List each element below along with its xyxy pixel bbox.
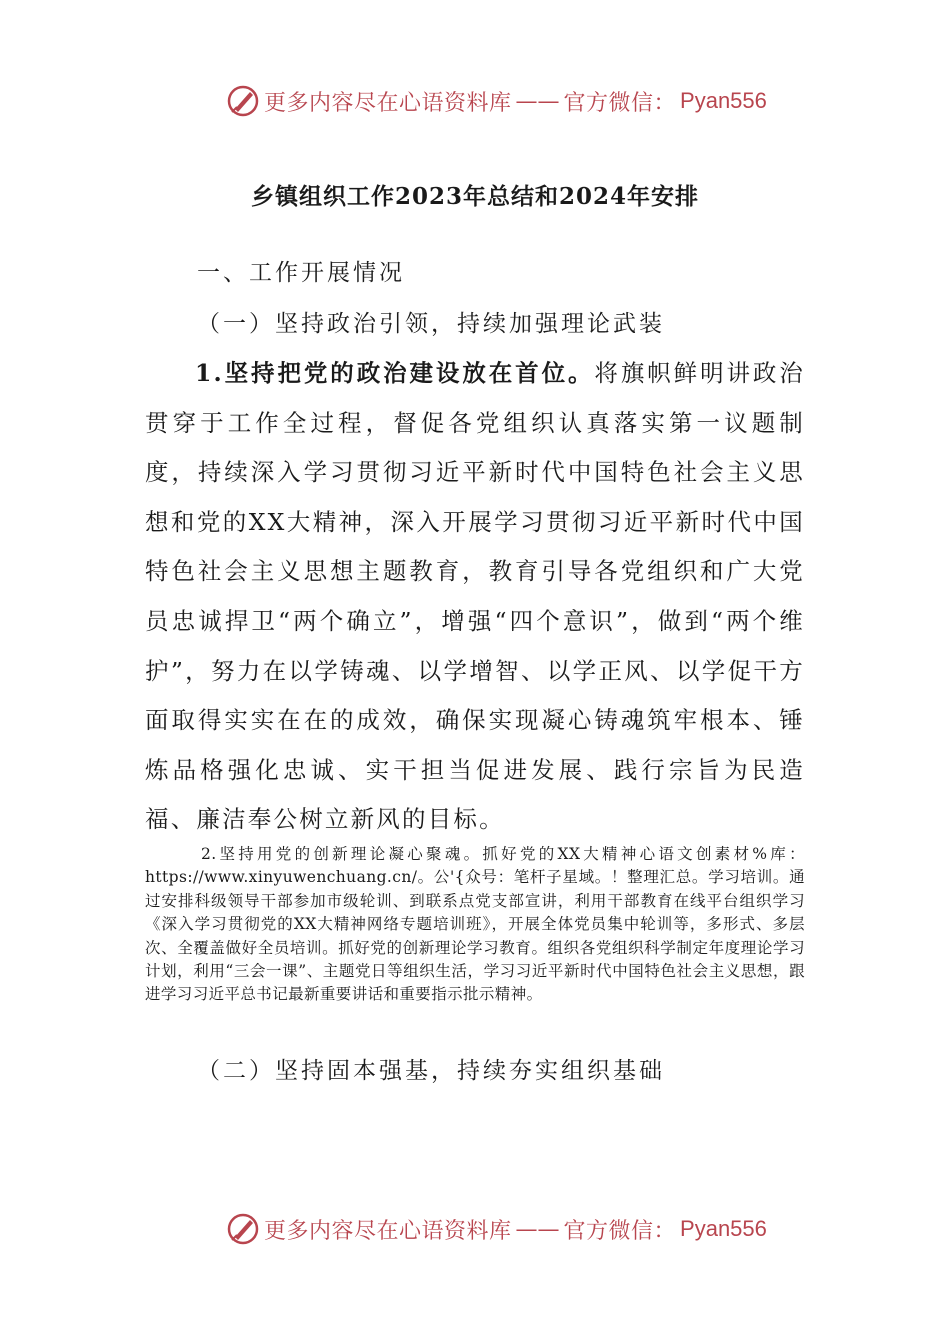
- paragraph-1-lead: 1.坚持把党的政治建设放在首位。: [195, 359, 595, 387]
- watermark-label: 官方微信：: [563, 90, 677, 116]
- section-heading-1: 一、工作开展情况: [197, 260, 405, 286]
- watermark-text: 更多内容尽在心语资料库: [264, 1218, 512, 1244]
- paragraph-1-body: 将旗帜鲜明讲政治贯穿于工作全过程，督促各党组织认真落实第一议题制度，持续深入学习贯彻习近平新时代中国特色社会主义思想和党的XX大精神，深入开展学习贯彻习近平新时代中国特色社会主义思想主题教育，教育引导各党组织和广大党员忠诚捍卫“两个确立”，增强“四个意识”，做到“两个维护”，努力在以学铸魂、以学增智、以学正风、以学促干方面取得实实在在的成效，确保实现凝心铸魂筑牢根本、锤炼品格强化忠诚、实干担当促进发展、践行宗旨为民造福、廉洁奉公树立新风的目标。: [145, 359, 806, 834]
- watermark-label: 官方微信：: [563, 1218, 677, 1244]
- watermark-account: Pyan556: [680, 1216, 767, 1241]
- paragraph-1: [145, 349, 805, 845]
- document-title: 乡镇组织工作2023年总结和2024年安排: [250, 183, 700, 210]
- watermark-separator: ——: [515, 88, 560, 114]
- watermark-banner-top: [226, 84, 767, 118]
- watermark-separator: ——: [515, 1216, 560, 1242]
- subsection-heading-2: （二）坚持固本强基，持续夯实组织基础: [197, 1058, 665, 1084]
- watermark-text: 更多内容尽在心语资料库: [264, 90, 512, 116]
- paragraph-2: 2.坚持用党的创新理论凝心聚魂。抓好党的XX大精神心语文创素材%库：https://www.xinyuwenchuang.cn/。公'{众号：笔杆子星域。！整理汇总。学习培训。通过安排科级领导干部参加市级轮训、到联系点党支部宣讲，利用干部教育在线平台组织学习《深入学习贯彻党的XX大精神网络专题培训班》，开展全体党员集中轮训等，多形式、多层次、全覆盖做好全员培训。抓好党的创新理论学习教育。组织各党组织科学制定年度理论学习计划，利用“三会一课”、主题党日等组织生活，学习习近平新时代中国特色社会主义思想，跟进学习习近平总书记最新重要讲话和重要指示批示精神。: [145, 845, 805, 1004]
- watermark-account: Pyan556: [680, 88, 767, 113]
- pen-logo-icon: [226, 1212, 260, 1246]
- subsection-heading-1: （一）坚持政治引领，持续加强理论武装: [197, 311, 665, 337]
- watermark-banner-bottom: [226, 1212, 767, 1246]
- pen-logo-icon: [226, 84, 260, 118]
